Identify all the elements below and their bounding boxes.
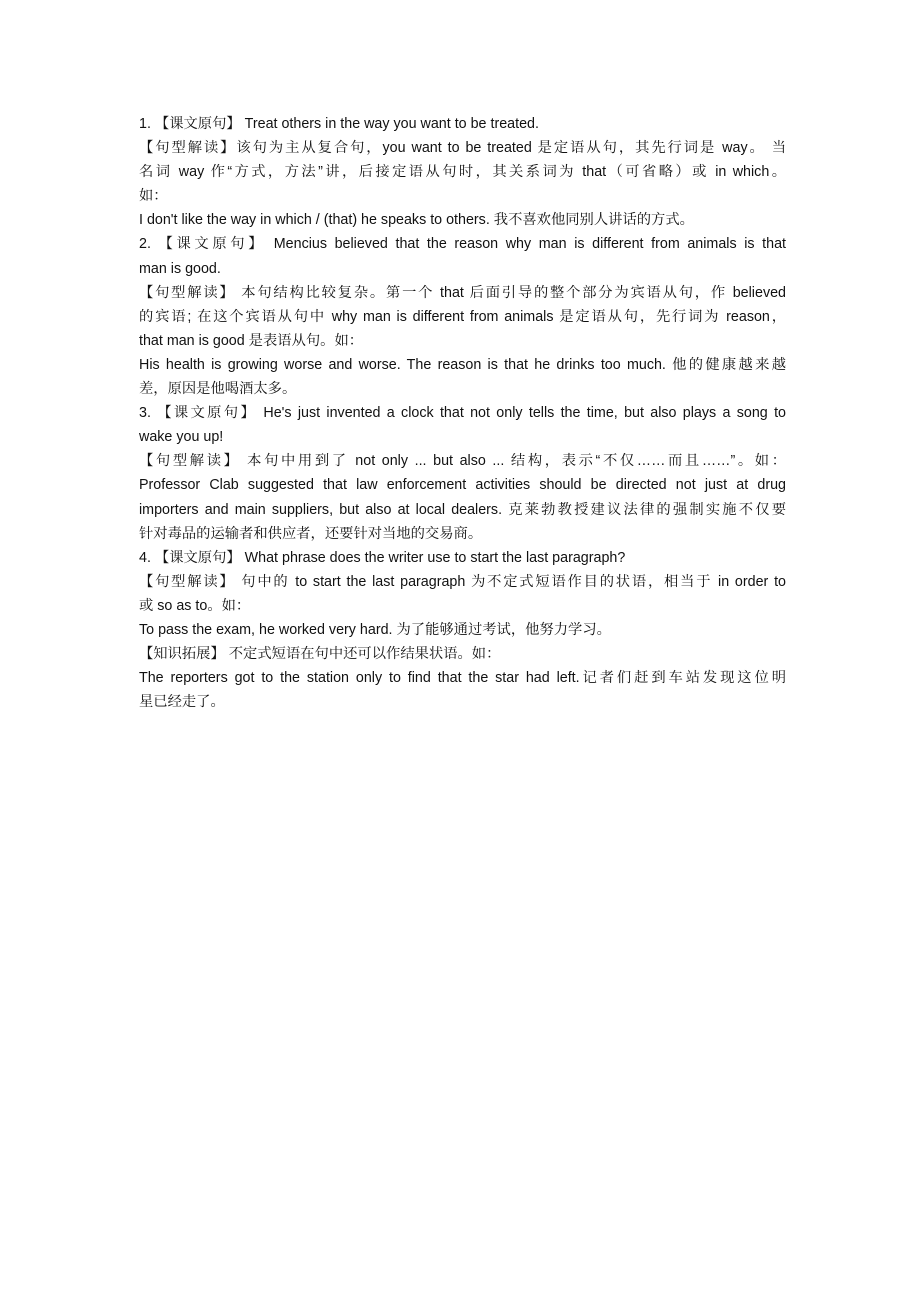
- text-line: Professor Clab suggested that law enforcement activities should be directed not just at drug: [139, 477, 786, 494]
- text-line: 【句型解读】 句中的 to start the last paragraph 为不定式短语作目的状语，相当于 in order to: [139, 573, 786, 590]
- text-line: 1. 【课文原句】 Treat others in the way you want to be treated.: [139, 116, 539, 132]
- text-line: 【知识拓展】 不定式短语在句中还可以作结果状语。如：: [139, 646, 501, 663]
- text-line: 4. 【课文原句】 What phrase does the writer use to start the last paragraph?: [139, 549, 626, 566]
- text-line: 或 so as to。如：: [139, 597, 251, 614]
- text-line: I don't like the way in which / (that) he speaks to others. 我不喜欢他同别人讲话的方式。: [139, 212, 694, 229]
- text-line: 名词 way 作“方式，方法”讲，后接定语从句时，其关系词为 that（可省略）或 in which。: [139, 164, 786, 181]
- text-line: 2. 【课文原句】 Mencius believed that the reason why man is different from animals is that: [139, 236, 786, 253]
- text-line: wake you up!: [139, 429, 224, 446]
- text-line: 【句型解读】 本句结构比较复杂。第一个 that 后面引导的整个部分为宾语从句，作 believed: [139, 284, 786, 301]
- text-line: 3. 【课文原句】 He's just invented a clock that not only tells the time, but also plays a song to: [139, 405, 786, 422]
- text-line: 如：: [139, 188, 168, 205]
- text-line: 星已经走了。: [139, 694, 225, 711]
- text-line: man is good.: [139, 260, 221, 277]
- text-line: 差，原因是他喝酒太多。: [139, 381, 297, 398]
- text-line: To pass the exam, he worked very hard. 为了能够通过考试，他努力学习。: [139, 621, 611, 638]
- text-line: The reporters got to the station only to find that the star had left.记者们赶到车站发现这位明: [139, 670, 786, 687]
- text-line: His health is growing worse and worse. The reason is that he drinks too much. 他的健康越来越: [139, 356, 786, 373]
- text-line: 【句型解读】 本句中用到了 not only ... but also ... 结构，表示“不仅……而且……”。如：: [139, 453, 786, 470]
- text-line: 的宾语; 在这个宾语从句中 why man is different from animals 是定语从句，先行词为 reason，: [139, 308, 786, 325]
- text-line: that man is good 是表语从句。如：: [139, 332, 364, 349]
- text-line: importers and main suppliers, but also at local dealers. 克莱勃教授建议法律的强制实施不仅要: [139, 501, 786, 518]
- document-body: [139, 112, 786, 714]
- text-line: 【句型解读】该句为主从复合句，you want to be treated 是定语从句，其先行词是 way。 当: [139, 140, 786, 157]
- text-line: 针对毒品的运输者和供应者，还要针对当地的交易商。: [139, 525, 483, 542]
